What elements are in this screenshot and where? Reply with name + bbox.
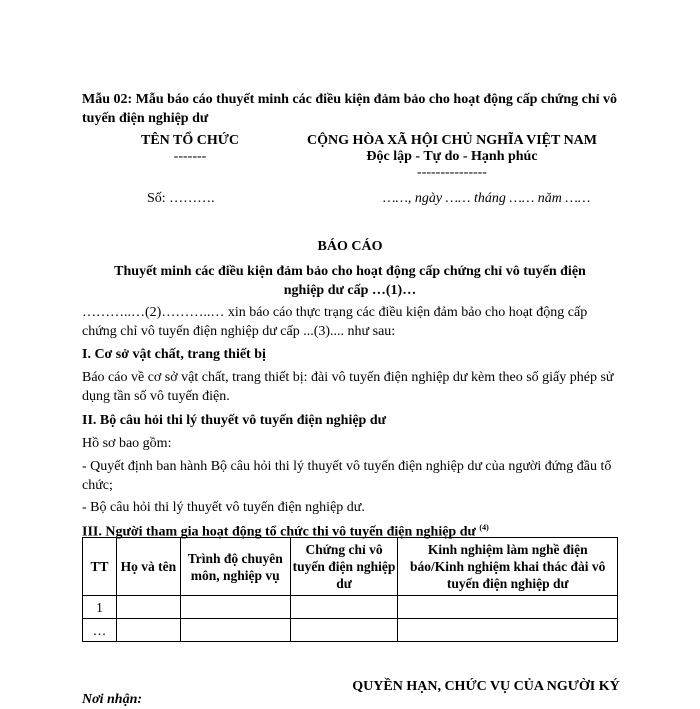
table-header-qualification: Trình độ chuyên môn, nghiệp vụ [180,538,290,596]
section-1-body: Báo cáo về cơ sở vật chất, trang thiết bị: đài vô tuyến điện nghiệp dư kèm theo số giấy phép sử dụng tần số vô tuyến điện. [82,370,614,404]
org-name: TÊN TỔ CHỨC [140,133,239,148]
table-cell [180,619,290,642]
signer-title: QUYỀN HẠN, CHỨC VỤ CỦA NGƯỜI KÝ [352,679,620,694]
table-header-row [83,538,618,596]
table-header-experience: Kinh nghiệm làm nghề điện báo/Kinh nghiệm khai thác đài vô tuyến điện nghiệp dư [398,538,618,596]
table-header-name: Họ và tên [116,538,180,596]
table-cell [290,619,398,642]
section-2-item: - Bộ câu hỏi thi lý thuyết vô tuyến điện nghiệp dư. [82,500,365,515]
table-row [83,596,618,619]
form-title: Mẫu 02: Mẫu báo cáo thuyết minh các điều kiện đảm bảo cho hoạt động cấp chứng chỉ vô tuyến điện nghiệp dư [82,92,618,126]
section-3-heading-text: III. Người tham gia hoạt động tổ chức thi vô tuyến điện nghiệp dư [82,524,476,540]
table-cell [290,596,398,619]
table-header-tt: TT [83,538,117,596]
table-cell [398,596,618,619]
document-number: Số: ………. [147,191,215,206]
section-2-heading: II. Bộ câu hỏi thi lý thuyết vô tuyến điện nghiệp dư [82,413,387,428]
national-title: CỘNG HÒA XÃ HỘI CHỦ NGHĨA VIỆT NAM [306,133,597,148]
table-header-certificate: Chứng chỉ vô tuyến điện nghiệp dư [290,538,398,596]
section-2-lead: Hồ sơ bao gồm: [82,436,172,451]
org-name-rule: ------- [173,149,207,164]
table-cell [116,619,180,642]
personnel-table [82,537,618,642]
section-3-note: (4) [479,523,489,532]
report-title: BÁO CÁO [317,239,383,254]
section-1-heading: I. Cơ sở vật chất, trang thiết bị [82,347,266,362]
motto-rule: --------------- [417,165,487,180]
intro-paragraph: ………..…(2)………..… xin báo cáo thực trạng các điều kiện đảm bảo cho hoạt động cấp chứng chỉ vô tuyến điện nghiệp dư cấp ...(3).... như sau: [82,305,588,339]
table-cell [398,619,618,642]
date-line: ……, ngày …… tháng …… năm …… [383,191,591,206]
table-cell: 1 [83,596,117,619]
table-cell: … [83,619,117,642]
table-row [83,619,618,642]
section-2-item: - Quyết định ban hành Bộ câu hỏi thi lý thuyết vô tuyến điện nghiệp dư của người đứng đầu tổ chức; [82,459,612,493]
report-subtitle: Thuyết minh các điều kiện đảm bảo cho hoạt động cấp chứng chỉ vô tuyến điện nghiệp dư cấp …(1)… [114,264,586,298]
table-cell [116,596,180,619]
national-motto: Độc lập - Tự do - Hạnh phúc [366,149,538,164]
recipient-label: Nơi nhận: [82,692,143,707]
table-cell [180,596,290,619]
